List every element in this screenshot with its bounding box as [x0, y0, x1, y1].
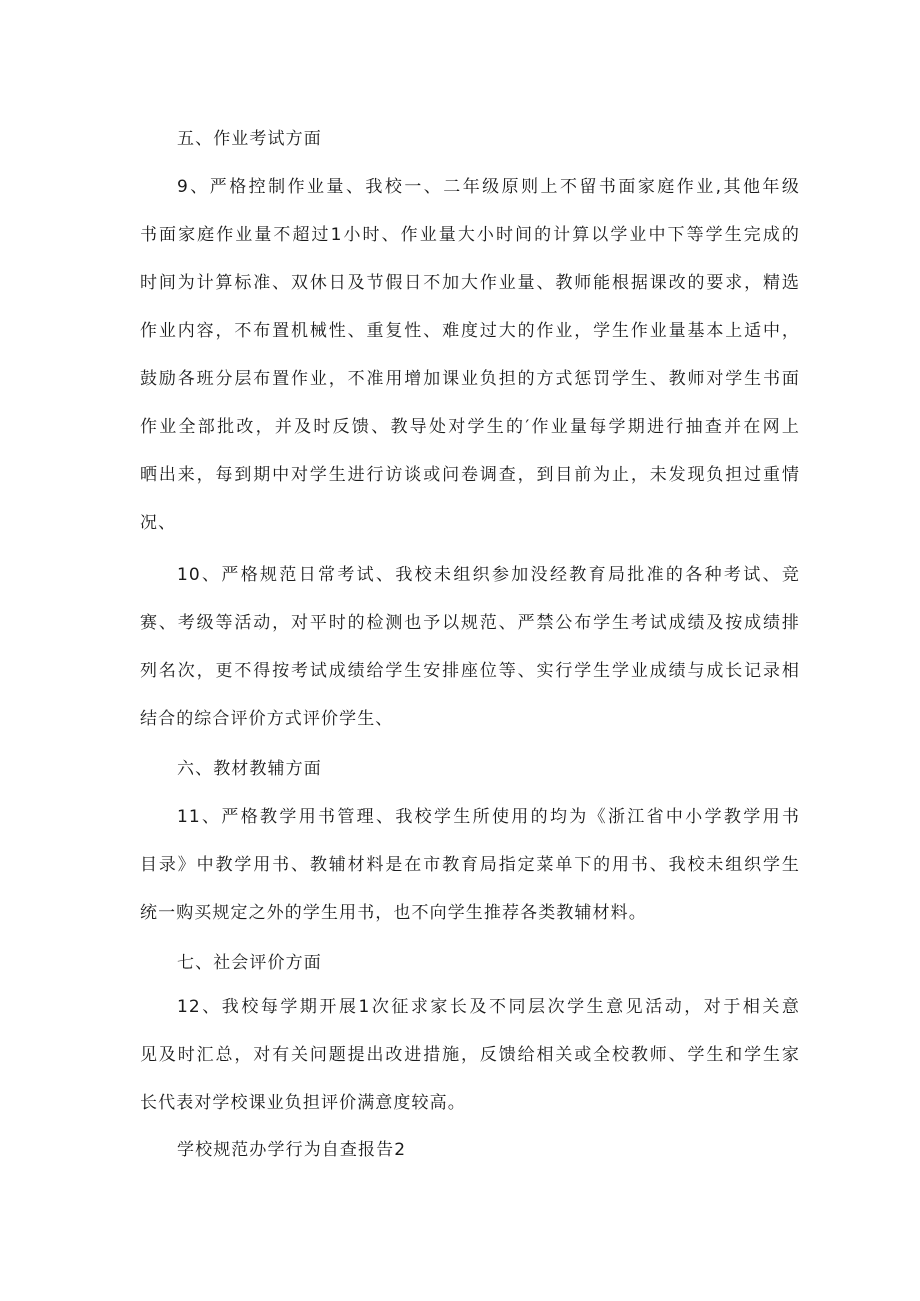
paragraph-line: 12、我校每学期开展1次征求家长及不同层次学生意见活动，对于相关意	[177, 997, 800, 1017]
paragraph-line: 书面家庭作业量不超过1小时、作业量大小时间的计算以学业中下等学生完成的	[140, 225, 800, 245]
paragraph-line: 鼓励各班分层布置作业，不准用增加课业负担的方式惩罚学生、教师对学生书面	[140, 369, 800, 389]
paragraph-line: 目录》中教学用书、教辅材料是在市教育局指定菜单下的用书、我校未组织学生	[140, 855, 800, 875]
paragraph-line: 9、严格控制作业量、我校一、二年级原则上不留书面家庭作业,其他年级	[177, 177, 800, 197]
paragraph-line: 10、严格规范日常考试、我校未组织参加没经教育局批准的各种考试、竞	[177, 565, 800, 585]
paragraph-12-parent-feedback	[140, 983, 800, 1127]
section-heading-social-evaluation	[140, 939, 800, 987]
paragraph-line: 11、严格教学用书管理、我校学生所使用的均为《浙江省中小学教学用书	[177, 807, 800, 827]
paragraph-line: 作业全部批改，并及时反馈、教导处对学生的′作业量每学期进行抽查并在网上	[140, 417, 800, 437]
paragraph-9-homework-control	[140, 163, 800, 547]
paragraph-11-textbook-management	[140, 793, 800, 937]
heading-line: 六、教材教辅方面	[177, 759, 322, 779]
section-heading-textbooks	[140, 745, 800, 793]
heading-line: 学校规范办学行为自查报告2	[177, 1140, 407, 1160]
paragraph-line: 赛、考级等活动，对平时的检测也予以规范、严禁公布学生考试成绩及按成绩排	[140, 613, 800, 633]
paragraph-line: 结合的综合评价方式评价学生、	[140, 709, 394, 729]
paragraph-line: 作业内容，不布置机械性、重复性、难度过大的作业，学生作业量基本上适中，	[140, 321, 800, 341]
section-heading-homework-exams	[140, 115, 800, 163]
heading-line: 五、作业考试方面	[177, 129, 322, 149]
paragraph-line: 时间为计算标准、双休日及节假日不加大作业量、教师能根据课改的要求，精选	[140, 273, 800, 293]
paragraph-10-exam-regulation	[140, 551, 800, 743]
paragraph-line: 见及时汇总，对有关问题提出改进措施，反馈给相关或全校教师、学生和学生家	[140, 1045, 800, 1065]
paragraph-line: 况、	[140, 513, 177, 533]
report-title-2	[140, 1126, 800, 1174]
paragraph-line: 晒出来，每到期中对学生进行访谈或问卷调查，到目前为止，未发现负担过重情	[140, 465, 800, 485]
heading-line: 七、社会评价方面	[177, 953, 322, 973]
paragraph-line: 列名次，更不得按考试成绩给学生安排座位等、实行学生学业成绩与成长记录相	[140, 661, 800, 681]
paragraph-line: 长代表对学校课业负担评价满意度较高。	[140, 1093, 466, 1113]
paragraph-line: 统一购买规定之外的学生用书，也不向学生推荐各类教辅材料。	[140, 903, 647, 923]
